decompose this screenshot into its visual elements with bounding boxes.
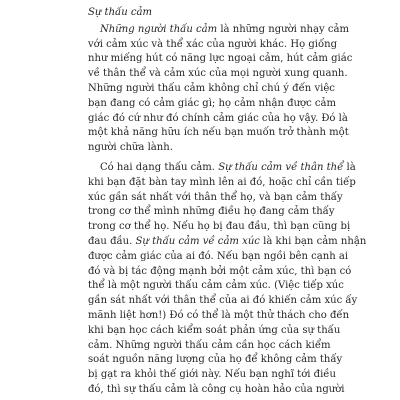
text-run: một khả năng hữu ích nếu bạn muốn trở thành một: [88, 127, 349, 139]
text-line: [88, 38, 338, 53]
text-run: cảm. Những người thấu cảm cần học cách kiểm: [88, 339, 331, 351]
text-run: được cảm giác của ai đó. Nếu bạn ngồi bên cạnh ai: [88, 250, 349, 262]
text-run: trong cơ thể mình những điều họ đang cảm thấy: [88, 206, 335, 218]
text-line: [88, 112, 348, 127]
text-run: khi bạn đặt bàn tay mình lên ai đó, hoặc chỉ cần tiếp: [88, 176, 356, 188]
text-run: là những người nhạy cảm: [217, 23, 350, 35]
text-line: [88, 265, 352, 280]
text-line: [88, 191, 343, 206]
text-run: như miếng hút có năng lực ngoại cảm, hút cảm giác: [88, 53, 353, 65]
text-run: là khi bạn cảm nhận: [259, 235, 367, 247]
text-run: đau đầu.: [88, 235, 136, 247]
text-line: [88, 67, 348, 82]
text-run: trong cơ thể họ. Nếu họ bị đau đầu, thì bạn cũng bị: [88, 221, 351, 233]
text-line: [88, 235, 367, 250]
section-heading: Sự thấu cảm: [88, 7, 153, 18]
text-line: [88, 176, 356, 191]
text-line: [88, 23, 350, 38]
body-text: [88, 23, 367, 398]
text-run: với cảm xúc và thể xác của người khác. Họ giống: [88, 38, 338, 50]
text-run: bị gạt ra khỏi thế giới này. Nếu bạn nghĩ tới điều: [88, 369, 336, 381]
text-run: soát nguồn năng lượng của họ để không cảm thấy: [88, 354, 343, 366]
text-line: [88, 141, 312, 156]
text-line: [88, 250, 349, 265]
text-run: là: [343, 161, 356, 173]
text-line: [88, 368, 336, 383]
text-line: [88, 309, 350, 324]
text-line: [88, 294, 358, 309]
text-run: Những người thấu cảm không chỉ chú ý đến việc: [88, 82, 335, 94]
text-line: [88, 324, 341, 339]
italic-term: Sự thấu cảm về thân thể: [218, 161, 344, 173]
text-run: thể là một người thấu cảm cảm xúc. (Việc tiếp xúc: [88, 280, 344, 292]
italic-term: Sự thấu cảm về cảm xúc: [135, 235, 260, 247]
italic-term: Những người thấu cảm: [100, 23, 218, 35]
text-line: [88, 97, 337, 112]
text-line: [88, 52, 353, 67]
text-run: đó, thì sự thấu cảm là công cụ hoàn hảo của người: [88, 383, 345, 395]
text-run: về thân thể và cảm xúc của mọi người xung quanh.: [88, 68, 348, 80]
text-run: người chữa lành.: [88, 142, 173, 154]
text-run: xúc gần sát nhất với thân thể họ, và bạn cảm thấy: [88, 191, 343, 203]
text-line: [88, 126, 349, 141]
text-line: [88, 161, 356, 176]
text-line: [88, 220, 351, 235]
text-line: [88, 205, 335, 220]
text-run: Có hai dạng thấu cảm.: [100, 161, 219, 173]
paragraph: [88, 23, 353, 156]
text-line: [88, 383, 345, 398]
book-page: [88, 6, 367, 398]
paragraph: [88, 161, 367, 398]
text-run: khi bạn học cách kiểm soát phản ứng của sự thấu: [88, 324, 341, 336]
text-line: [88, 339, 331, 354]
text-line: [88, 279, 344, 294]
text-run: giác đó cứ như đó chính cảm giác của họ vậy. Đó là: [88, 112, 348, 124]
text-line: [88, 82, 335, 97]
text-line: [88, 353, 343, 368]
text-run: bạn đang có cảm giác gì; họ cảm nhận được cảm: [88, 97, 337, 109]
text-run: mãnh liệt hơn!) Đó có thể là một thử thách cho đến: [88, 309, 350, 321]
text-run: đó và bị tác động mạnh bởi một cảm xúc, thì bạn có: [88, 265, 352, 277]
text-run: gần sát nhất với thân thể của ai đó khiến cảm xúc ấy: [88, 295, 358, 307]
